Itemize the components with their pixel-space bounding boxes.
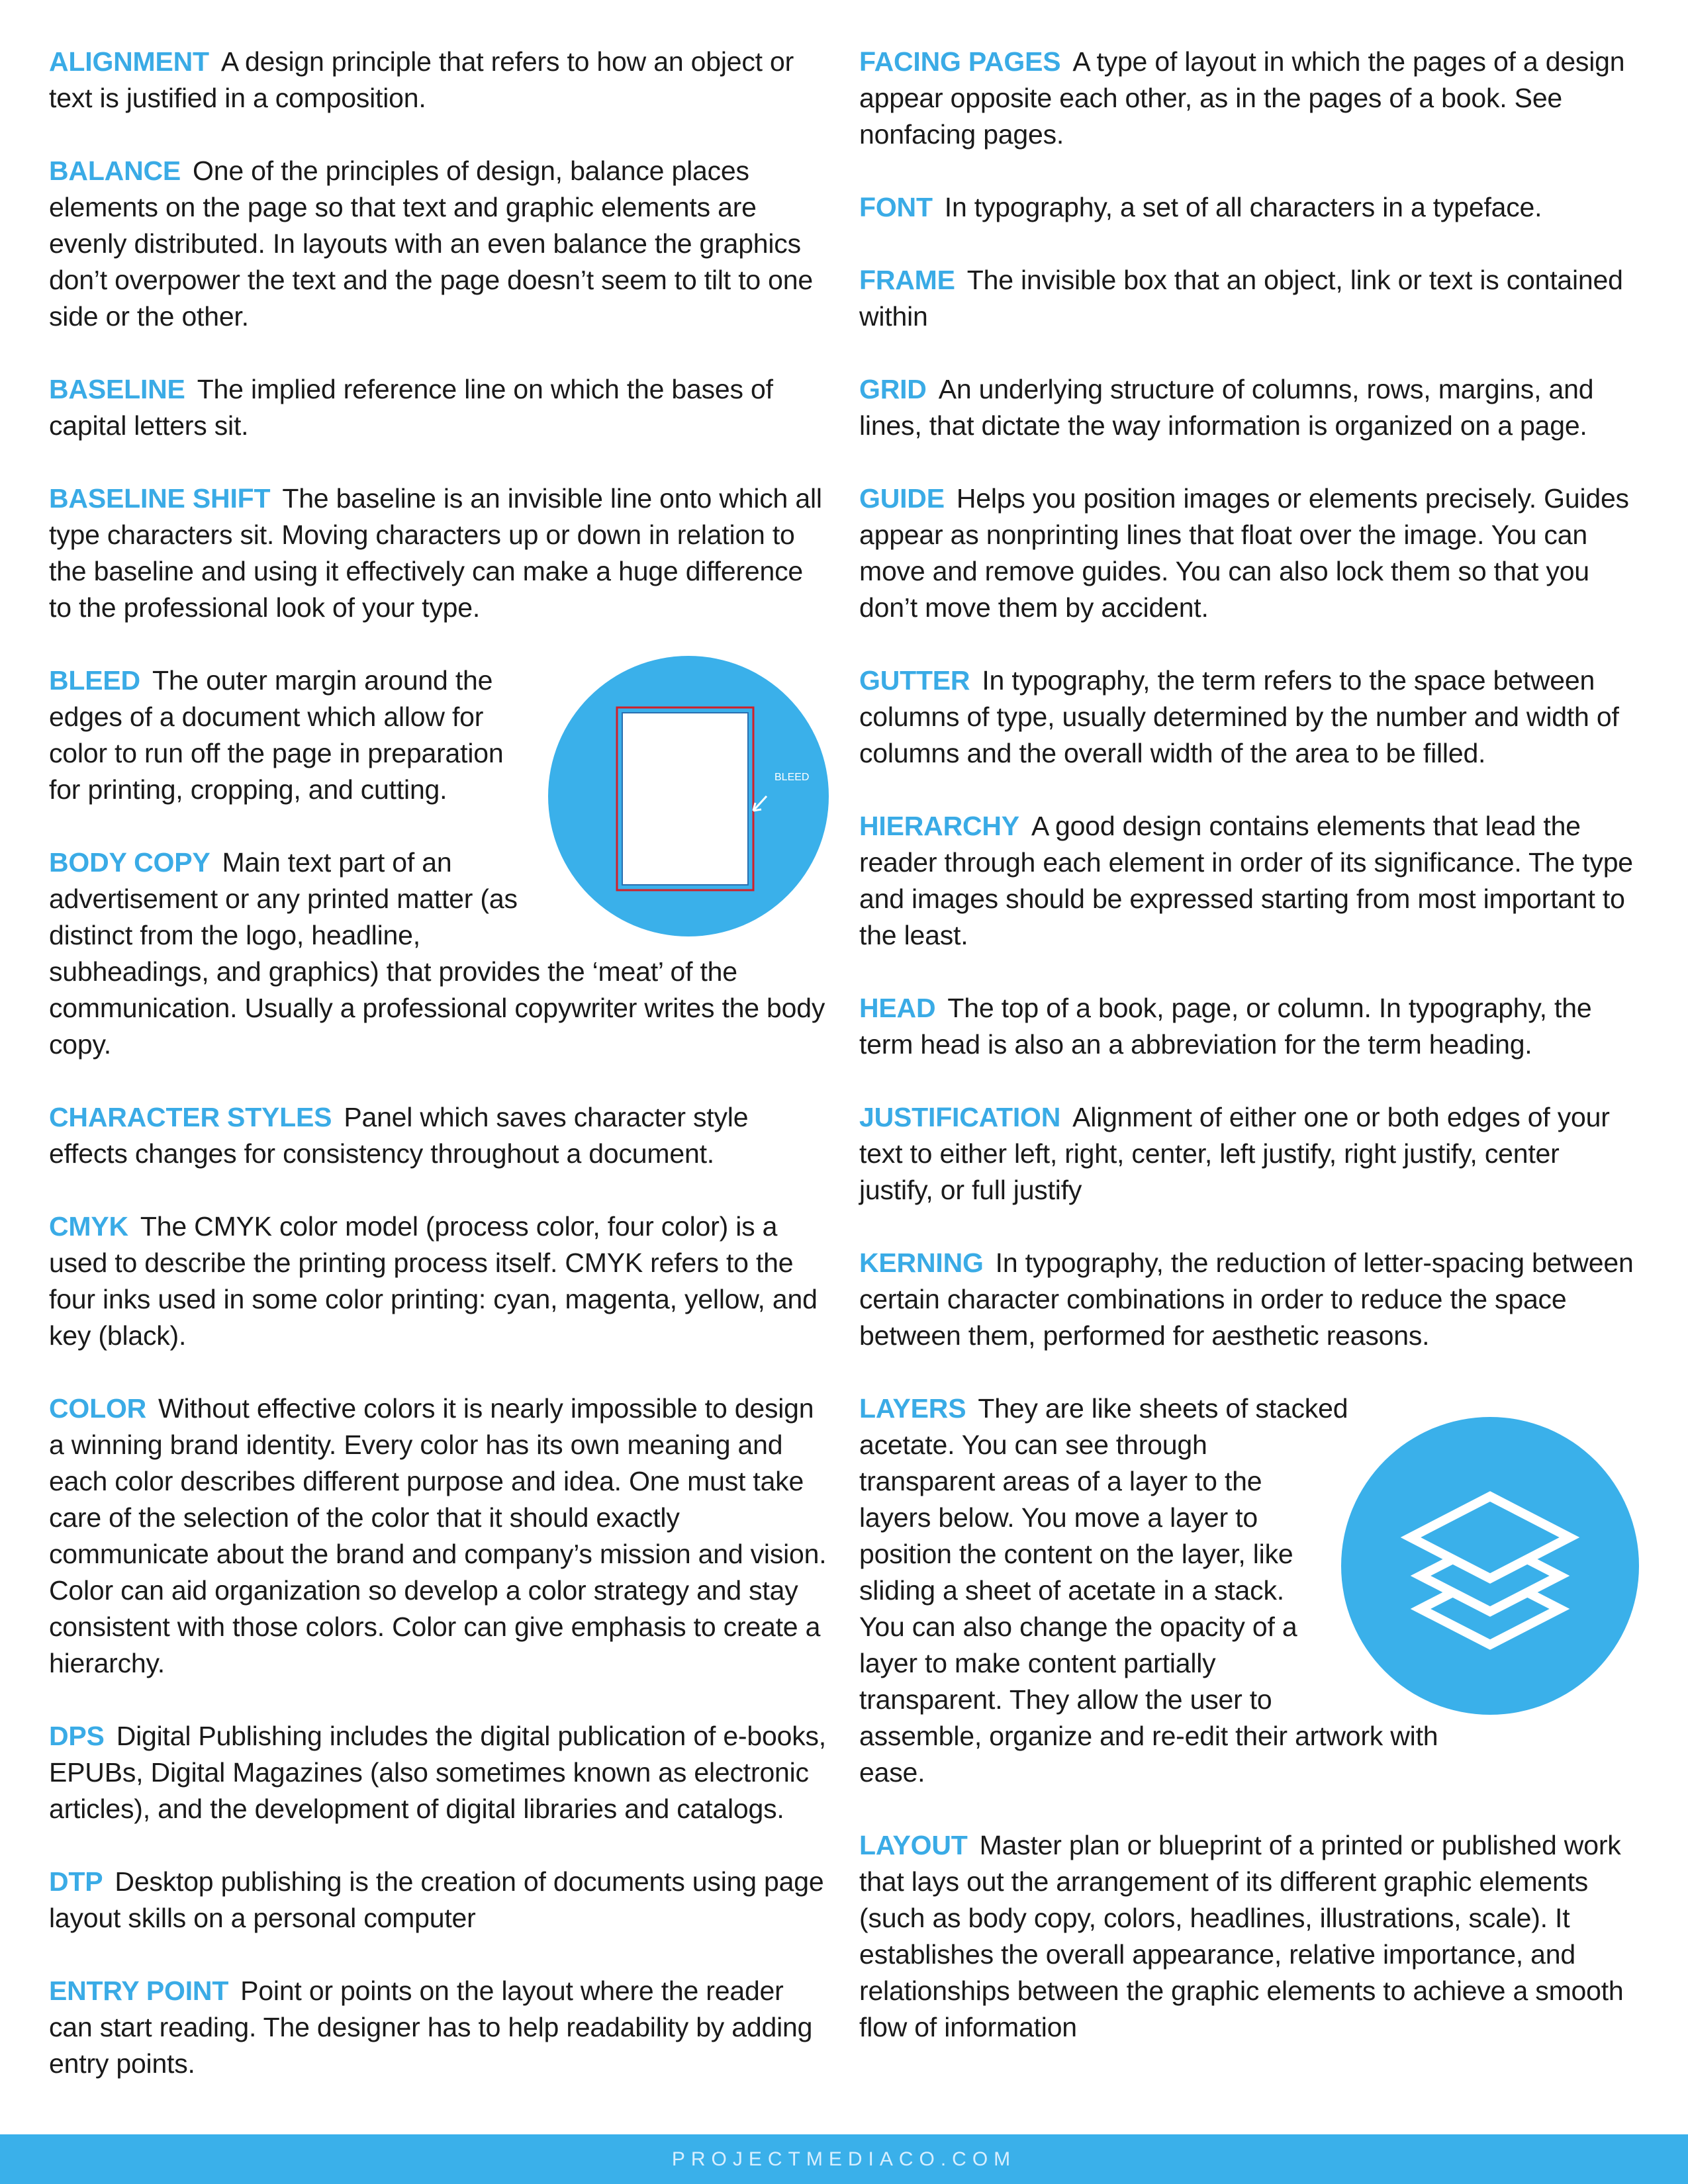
term: KERNING (859, 1248, 984, 1278)
glossary-entry-hierarchy (859, 808, 1639, 954)
definition: In typography, the term refers to the space between columns of type, usually determined by the number and width of columns and the overall width of the area to be filled. (859, 665, 1619, 768)
bleed-diagram-svg (548, 656, 829, 936)
definition: Digital Publishing includes the digital publication of e-books, EPUBs, Digital Magazines (also sometimes known as electronic articles), and the development of digital libraries and catalogs. (49, 1721, 826, 1824)
glossary-entry-baseline (49, 371, 829, 444)
definition: Master plan or blueprint of a printed or published work that lays out the arrangement of its different graphic elements (such as body copy, colors, headlines, illustrations, scale). It establishes the overall appearance, relative importance, and relationships between the graphic elements to achieve a smooth flow of information (859, 1830, 1624, 2042)
definition: Desktop publishing is the creation of documents using page layout skills on a personal computer (49, 1866, 824, 1933)
bleed-label: BLEED (774, 772, 810, 783)
term: GUIDE (859, 483, 945, 514)
footer-website[interactable]: PROJECTMEDIACO.COM (671, 2148, 1017, 2170)
definition: An underlying structure of columns, rows, margins, and lines, that dictate the way information is organized on a page. (859, 374, 1594, 441)
glossary-right-column (859, 44, 1639, 2082)
page-rectangle (622, 713, 748, 885)
definition: A good design contains elements that lead the reader through each element in order of its significance. The type and images should be expressed starting from most important to the least. (859, 811, 1633, 950)
glossary-left-column (49, 44, 829, 2118)
layers-stack-icon (1341, 1417, 1639, 1715)
glossary-entry-justification (859, 1099, 1639, 1208)
glossary-entry-dtp (49, 1864, 829, 1936)
term: DTP (49, 1866, 103, 1897)
term: COLOR (49, 1393, 147, 1424)
definition: Alignment of either one or both edges of your text to either left, right, center, left justify, right justify, center justify, or full justify (859, 1102, 1610, 1205)
term: FONT (859, 192, 933, 222)
definition: The baseline is an invisible line onto which all type characters sit. Moving characters up or down in relation to the baseline and using it effectively can make a huge difference to the professional look of your type. (49, 483, 822, 623)
term: BALANCE (49, 156, 181, 186)
definition: In typography, a set of all characters in a typeface. (944, 192, 1542, 222)
glossary-entry-entry-point (49, 1973, 829, 2082)
layers-stack-svg (1341, 1417, 1639, 1715)
definition: Helps you position images or elements precisely. Guides appear as nonprinting lines that float over the image. You can move and remove guides. You can also lock them so that you don’t move them by accident. (859, 483, 1629, 623)
definition: The implied reference line on which the bases of capital letters sit. (49, 374, 773, 441)
term: DPS (49, 1721, 105, 1751)
definition: Point or points on the layout where the reader can start reading. The designer has to help readability by adding entry points. (49, 1976, 813, 2079)
definition: A design principle that refers to how an object or text is justified in a composition. (49, 46, 794, 113)
term: HIERARCHY (859, 811, 1019, 841)
term: ALIGNMENT (49, 46, 209, 77)
glossary-entry-facing-pages (859, 44, 1639, 153)
term: CHARACTER STYLES (49, 1102, 332, 1132)
definition: A type of layout in which the pages of a design appear opposite each other, as in the pages of a book. See nonfacing pages. (859, 46, 1625, 150)
term: ENTRY POINT (49, 1976, 229, 2006)
footer-bar (0, 2134, 1688, 2184)
glossary-entry-grid (859, 371, 1639, 444)
glossary-entry-font (859, 189, 1639, 226)
bleed-diagram-icon (548, 656, 829, 936)
term: JUSTIFICATION (859, 1102, 1061, 1132)
glossary-entry-baseline-shift (49, 480, 829, 626)
glossary-entry-color (49, 1390, 829, 1682)
glossary-entry-character-styles (49, 1099, 829, 1172)
glossary-entry-cmyk (49, 1208, 829, 1354)
definition: Without effective colors it is nearly impossible to design a winning brand identity. Every color has its own meaning and each color describes different purpose and idea. One must take care of the selection of the color that it should exactly communicate about the brand and company’s mission and vision. Color can aid organization so develop a color strategy and stay consistent with those colors. Color can give emphasis to create a hierarchy. (49, 1393, 827, 1678)
glossary-entry-frame (859, 262, 1639, 335)
definition: The top of a book, page, or column. In typography, the term head is also an a abbreviation for the term heading. (859, 993, 1592, 1060)
definition: Main text part of an advertisement or any printed matter (as distinct from the logo, headline, subheadings, and graphics) that provides the ‘meat’ of the communication. Usually a professional copywriter writes the body copy. (49, 847, 825, 1060)
glossary-entry-gutter (859, 662, 1639, 772)
definition: The CMYK color model (process color, four color) is a used to describe the printing process itself. CMYK refers to the four inks used in some color printing: cyan, magenta, yellow, and key (black). (49, 1211, 818, 1351)
term: BODY COPY (49, 847, 211, 878)
glossary-entry-balance (49, 153, 829, 335)
definition: The outer margin around the edges of a document which allow for color to run off the page in preparation for printing, cropping, and cutting. (49, 665, 504, 805)
term: FRAME (859, 265, 955, 295)
definition: In typography, the reduction of letter-spacing between certain character combinations in order to reduce the space between them, performed for aesthetic reasons. (859, 1248, 1634, 1351)
glossary-entry-alignment (49, 44, 829, 116)
term: BLEED (49, 665, 140, 696)
definition: Panel which saves character style effects changes for consistency throughout a document. (49, 1102, 749, 1169)
term: GRID (859, 374, 927, 404)
glossary-entry-dps (49, 1718, 829, 1827)
term: LAYOUT (859, 1830, 968, 1860)
term: BASELINE (49, 374, 185, 404)
glossary-entry-layout (859, 1827, 1639, 2046)
term: CMYK (49, 1211, 128, 1242)
term: LAYERS (859, 1393, 966, 1424)
definition: One of the principles of design, balance places elements on the page so that text and graphic elements are evenly distributed. In layouts with an even balance the graphics don’t overpower the text and the page doesn’t seem to tilt to one side or the other. (49, 156, 813, 332)
term: FACING PAGES (859, 46, 1061, 77)
term: BASELINE SHIFT (49, 483, 271, 514)
glossary-entry-guide (859, 480, 1639, 626)
definition: The invisible box that an object, link or text is contained within (859, 265, 1623, 332)
definition: They are like sheets of stacked acetate. You can see through transparent areas of a layer to the layers below. You move a layer to position the content on the layer, like sliding a sheet of acetate in a stack. You can also change the opacity of a layer to make content partially transparent. They allow the user to assemble, organize and re-edit their artwork with ease. (859, 1393, 1438, 1788)
glossary-entry-head (859, 990, 1639, 1063)
glossary-entry-kerning (859, 1245, 1639, 1354)
term: GUTTER (859, 665, 970, 696)
term: HEAD (859, 993, 936, 1023)
